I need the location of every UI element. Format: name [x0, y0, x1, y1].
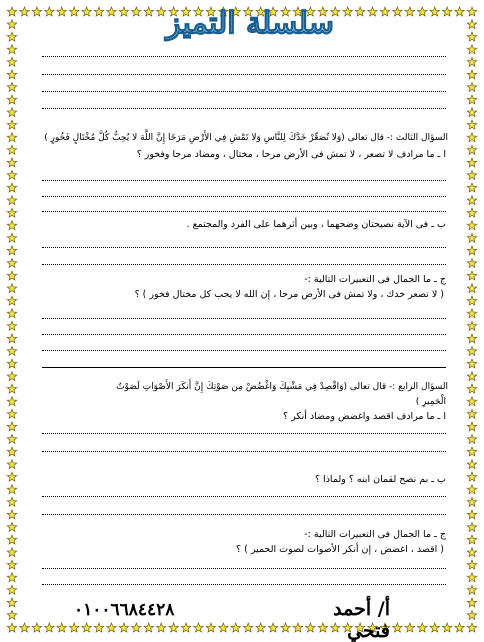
border-star-icon [194, 623, 204, 632]
border-star-icon [467, 422, 477, 431]
border-star-icon [467, 460, 477, 469]
border-star-icon [7, 460, 17, 469]
border-star-icon [7, 497, 17, 506]
border-star-icon [467, 522, 477, 531]
border-star-icon [467, 70, 477, 79]
border-star-icon [430, 7, 440, 16]
border-star-icon [467, 271, 477, 280]
answer-line [42, 108, 446, 109]
border-star-icon [156, 623, 166, 632]
answer-line [42, 211, 446, 212]
answer-line [42, 74, 446, 75]
border-star-icon [45, 7, 55, 16]
border-star-icon [7, 170, 17, 179]
question-4-title-line-2: الْحَمِيرِ ) [415, 397, 446, 407]
border-star-icon [467, 309, 477, 318]
border-star-icon [7, 623, 17, 632]
border-star-icon [7, 246, 17, 255]
teacher-signature: أ/ أحمد فتحي [333, 598, 390, 642]
border-star-icon [467, 535, 477, 544]
border-star-icon [467, 170, 477, 179]
border-star-icon [7, 233, 17, 242]
border-star-icon [418, 623, 428, 632]
border-star-icon [231, 623, 241, 632]
border-star-icon [7, 284, 17, 293]
border-star-icon [418, 7, 428, 16]
border-star-icon [467, 384, 477, 393]
border-star-icon [7, 334, 17, 343]
question-3-part-c-items: ( لا تصعر خدك ، ولا تمش فى الأرض مرحا ، إن الله لا يحب كل مختال فخور ) ؟ [134, 289, 444, 300]
border-star-icon [281, 623, 291, 632]
border-star-icon [467, 133, 477, 142]
border-star-icon [7, 522, 17, 531]
border-star-icon [467, 7, 477, 16]
border-star-icon [7, 447, 17, 456]
question-4-title-line-1: السؤال الرابع :- قال تعالى (وَاقْصِدْ فِي مَشْيِكَ وَاغْضُضْ مِن صَوْتِكَ إِنَّ أَنكَرَ الأَصْوَاتِ لَصَوْتُ [116, 382, 448, 392]
border-star-icon [243, 623, 253, 632]
series-title: سلسلة التميز [166, 6, 334, 41]
border-star-icon [405, 623, 415, 632]
border-star-icon [467, 346, 477, 355]
border-star-icon [467, 20, 477, 29]
answer-line [42, 318, 446, 319]
border-star-icon [430, 623, 440, 632]
border-star-icon [7, 57, 17, 66]
border-star-icon [467, 108, 477, 117]
border-star-icon [181, 623, 191, 632]
question-4-part-c-title: ج ـ ما الجمال فى التعبيرات التالية :- [304, 529, 446, 540]
border-star-icon [32, 623, 42, 632]
border-star-icon [467, 510, 477, 519]
answer-line [42, 264, 446, 265]
border-star-icon [7, 434, 17, 443]
border-star-icon [7, 196, 17, 205]
answer-line [42, 350, 446, 351]
border-star-icon [57, 7, 67, 16]
border-star-icon [7, 485, 17, 494]
border-star-icon [7, 7, 17, 16]
border-star-icon [467, 610, 477, 619]
border-star-icon [7, 45, 17, 54]
border-star-icon [256, 623, 266, 632]
border-star-icon [69, 623, 79, 632]
border-star-icon [7, 158, 17, 167]
question-4-part-c-items: ( اقصد ، اغضض ، إن أنكر الأصوات لصوت الحمير ) ؟ [236, 544, 444, 555]
border-star-icon [467, 158, 477, 167]
answer-line [42, 568, 446, 569]
question-3-part-c-title: ج ـ ما الجمال فى التعبيرات التالية :- [304, 274, 446, 285]
border-star-icon [7, 346, 17, 355]
border-star-icon [467, 598, 477, 607]
border-star-icon [7, 82, 17, 91]
border-star-icon [219, 623, 229, 632]
border-star-icon [7, 133, 17, 142]
question-3-part-b: ب ـ فى الآية نصيحتان وضحهما ، وبين أثرهما على الفرد والمجتمع . [186, 219, 446, 230]
border-star-icon [206, 623, 216, 632]
border-star-icon [467, 233, 477, 242]
answer-line [42, 514, 446, 515]
border-star-icon [268, 623, 278, 632]
border-star-icon [7, 32, 17, 41]
border-star-icon [467, 45, 477, 54]
answer-line [42, 584, 446, 585]
border-star-icon [107, 623, 117, 632]
border-star-icon [467, 359, 477, 368]
border-star-icon [7, 296, 17, 305]
border-star-icon [7, 372, 17, 381]
answer-line [42, 180, 446, 181]
border-star-icon [7, 208, 17, 217]
border-star-icon [20, 7, 30, 16]
border-star-icon [467, 472, 477, 481]
border-star-icon [144, 623, 154, 632]
border-star-icon [467, 321, 477, 330]
border-star-icon [467, 145, 477, 154]
border-star-icon [7, 145, 17, 154]
border-star-icon [7, 309, 17, 318]
border-star-icon [455, 7, 465, 16]
border-star-icon [467, 95, 477, 104]
border-star-icon [7, 20, 17, 29]
question-4-part-b: ب ـ بم نصح لقمان ابنه ؟ ولماذا ؟ [315, 474, 446, 485]
border-star-icon [7, 70, 17, 79]
border-star-icon [393, 623, 403, 632]
border-star-icon [45, 623, 55, 632]
border-star-icon [7, 183, 17, 192]
border-star-icon [7, 510, 17, 519]
answer-line [42, 496, 446, 497]
border-star-icon [7, 384, 17, 393]
question-3-title: السؤال الثالث :- قال تعالى (وَلا تُصَعِّرْ خَدَّكَ لِلنَّاسِ وَلا تَمْشِ فِي الأَرْضِ مَرَحًا إِنَّ اللَّهَ لا يُحِبُّ كُلَّ مُخْتَالٍ فَخُورٍ ) [44, 133, 448, 143]
border-star-icon [467, 57, 477, 66]
border-star-icon [7, 535, 17, 544]
border-star-icon [467, 208, 477, 217]
border-star-icon [467, 196, 477, 205]
border-star-icon [455, 623, 465, 632]
border-star-icon [467, 258, 477, 267]
border-star-icon [467, 447, 477, 456]
border-star-icon [467, 560, 477, 569]
border-star-icon [7, 108, 17, 117]
border-star-icon [7, 560, 17, 569]
border-star-icon [467, 485, 477, 494]
border-star-icon [467, 82, 477, 91]
border-star-icon [7, 359, 17, 368]
border-star-icon [467, 120, 477, 129]
border-star-icon [7, 321, 17, 330]
border-star-icon [7, 598, 17, 607]
section-divider [42, 367, 446, 368]
border-star-icon [467, 372, 477, 381]
border-star-icon [32, 7, 42, 16]
border-star-icon [69, 7, 79, 16]
border-star-icon [20, 623, 30, 632]
border-star-icon [82, 623, 92, 632]
border-star-icon [467, 334, 477, 343]
border-star-icon [7, 548, 17, 557]
border-star-icon [405, 7, 415, 16]
border-star-icon [467, 32, 477, 41]
border-star-icon [82, 7, 92, 16]
teacher-phone: ٠١٠٠٦٦٨٤٤٢٨ [74, 600, 175, 620]
border-star-icon [7, 422, 17, 431]
border-star-icon [169, 623, 179, 632]
border-star-icon [467, 623, 477, 632]
border-star-icon [467, 573, 477, 582]
answer-line [42, 196, 446, 197]
border-star-icon [467, 397, 477, 406]
border-star-icon [132, 623, 142, 632]
border-star-icon [467, 246, 477, 255]
border-star-icon [7, 573, 17, 582]
border-star-icon [467, 284, 477, 293]
border-star-icon [7, 610, 17, 619]
border-star-icon [467, 548, 477, 557]
border-star-icon [442, 7, 452, 16]
border-star-icon [94, 623, 104, 632]
border-star-icon [7, 258, 17, 267]
border-star-icon [467, 221, 477, 230]
border-star-icon [7, 271, 17, 280]
answer-line [42, 334, 446, 335]
border-star-icon [467, 296, 477, 305]
border-star-icon [467, 409, 477, 418]
answer-line [42, 56, 446, 57]
answer-line [42, 433, 446, 434]
border-star-icon [7, 221, 17, 230]
border-star-icon [7, 472, 17, 481]
border-star-icon [467, 183, 477, 192]
border-star-icon [7, 120, 17, 129]
border-star-icon [467, 434, 477, 443]
answer-line [42, 247, 446, 248]
border-star-icon [7, 585, 17, 594]
border-star-icon [467, 585, 477, 594]
border-star-icon [119, 623, 129, 632]
question-3-part-a: ا ـ ما مرادف لا تصعر ، لا تمش فى الأرض مرحا ، مختال ، ومضاد مرحا وفخور ؟ [136, 149, 446, 160]
border-star-icon [7, 397, 17, 406]
border-star-icon [7, 95, 17, 104]
border-star-icon [57, 623, 67, 632]
border-star-icon [442, 623, 452, 632]
question-4-part-a: ا ـ ما مرادف اقصد واغضض ومضاد أنكر ؟ [283, 411, 446, 422]
border-star-icon [7, 409, 17, 418]
answer-line [42, 91, 446, 92]
border-star-icon [467, 497, 477, 506]
answer-line [42, 451, 446, 452]
